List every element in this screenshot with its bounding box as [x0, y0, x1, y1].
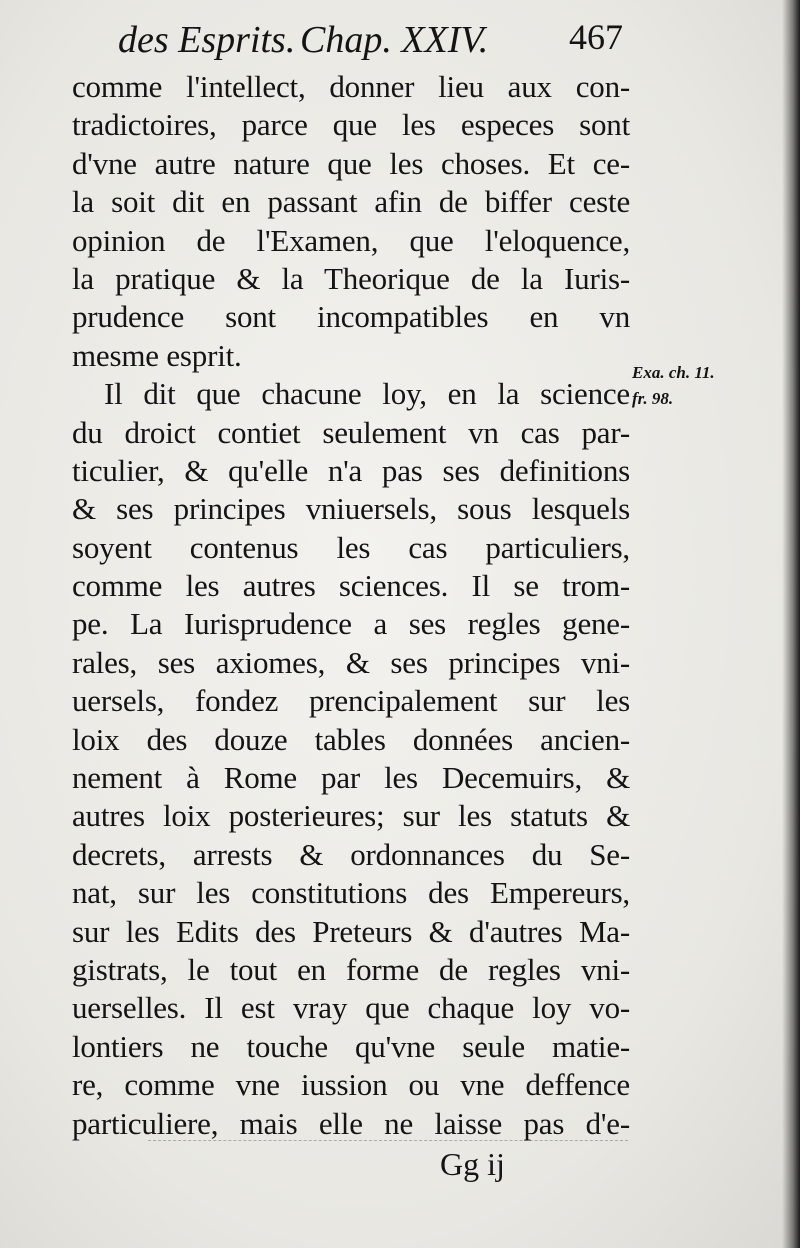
text-line: comme les autres sciences. Il se trom- [72, 568, 630, 604]
page-edge-shadow [782, 0, 800, 1248]
text-line: soyent contenus les cas particuliers, [72, 529, 630, 565]
text-line: loix des douze tables données ancien- [72, 721, 630, 757]
text-line: mesme esprit. [72, 337, 242, 373]
bleed-through-rule [148, 1140, 628, 1141]
signature-mark: Gg ij [440, 1146, 505, 1182]
chapter-heading: Chap. XXIV. [300, 19, 489, 61]
text-line: la pratique & la Theorique de la Iuris- [72, 260, 630, 296]
text-line: autres loix posterieures; sur les statuts & [72, 798, 630, 834]
text-line: nement à Rome par les Decemuirs, & [72, 760, 630, 796]
text-line: Il dit que chacune loy, en la science [104, 376, 630, 412]
text-line: prudence sont incompatibles en vn [72, 299, 630, 335]
text-line: la soit dit en passant afin de biffer ceste [72, 184, 630, 220]
margin-note [632, 360, 762, 412]
text-line: d'vne autre nature que les choses. Et ce- [72, 145, 630, 181]
text-line: opinion de l'Examen, que l'eloquence, [72, 222, 630, 258]
page-number: 467 [569, 17, 623, 57]
text-line: & ses principes vniuersels, sous lesquels [72, 491, 630, 527]
text-line: comme l'intellect, donner lieu aux con- [72, 69, 630, 104]
text-line: decrets, arrests & ordonnances du Se- [72, 836, 630, 872]
margin-note-line: fr. 98. [632, 389, 674, 408]
text-line: pe. La Iurisprudence a ses regles gene- [72, 606, 630, 642]
text-line: rales, ses axiomes, & ses principes vni- [72, 644, 630, 680]
text-line: re, comme vne iussion ou vne deffence [72, 1067, 630, 1103]
text-line: uersels, fondez prencipalement sur les [72, 683, 630, 719]
page-header [118, 12, 623, 62]
text-line: nat, sur les constitutions des Empereurs, [72, 875, 630, 911]
body-text [72, 68, 630, 1143]
text-line: gistrats, le tout en forme de regles vni- [72, 951, 630, 987]
running-title: des Esprits. [118, 19, 296, 61]
text-line: particuliere, mais elle ne laisse pas d'e- [72, 1105, 630, 1141]
text-line: lontiers ne touche qu'vne seule matie- [72, 1028, 630, 1064]
text-line: ticulier, & qu'elle n'a pas ses definitions [72, 452, 630, 488]
text-line: tradictoires, parce que les especes sont [72, 107, 630, 143]
text-line: sur les Edits des Preteurs & d'autres Ma- [72, 913, 630, 949]
margin-note-line: Exa. ch. 11. [632, 363, 715, 382]
text-line: uerselles. Il est vray que chaque loy vo- [72, 990, 630, 1026]
text-line: du droict contiet seulement vn cas par- [72, 414, 630, 450]
